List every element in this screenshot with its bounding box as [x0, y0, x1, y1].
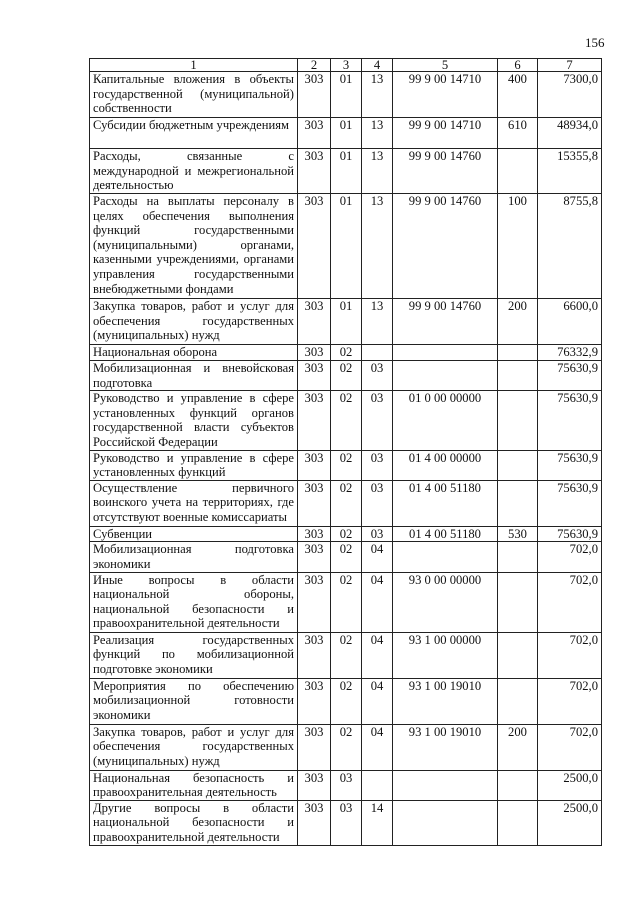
header-cell-1: 1: [90, 59, 298, 72]
cell-subsection: 04: [362, 724, 393, 770]
cell-grbs: 303: [298, 391, 331, 450]
cell-section: 03: [331, 800, 362, 845]
cell-grbs: 303: [298, 299, 331, 345]
cell-expense-type: [498, 770, 538, 800]
cell-amount: 75630,9: [538, 480, 602, 526]
table-row: [90, 800, 602, 845]
cell-section: 02: [331, 542, 362, 572]
cell-amount: 702,0: [538, 572, 602, 632]
cell-section: 03: [331, 770, 362, 800]
cell-grbs: 303: [298, 770, 331, 800]
cell-amount: 702,0: [538, 678, 602, 724]
cell-section: 01: [331, 299, 362, 345]
cell-name: Субсидии бюджетным учреждениям: [90, 118, 298, 149]
table-row: [90, 542, 602, 572]
cell-amount: 702,0: [538, 632, 602, 678]
cell-section: 02: [331, 345, 362, 361]
table-row: [90, 149, 602, 194]
cell-name: Субвенции: [90, 526, 298, 542]
cell-subsection: 04: [362, 542, 393, 572]
cell-amount: 7300,0: [538, 72, 602, 118]
cell-expense-type: 100: [498, 194, 538, 299]
cell-target-article: [393, 542, 498, 572]
cell-target-article: 01 4 00 00000: [393, 450, 498, 480]
header-cell-7: 7: [538, 59, 602, 72]
cell-amount: 2500,0: [538, 770, 602, 800]
cell-section: 02: [331, 678, 362, 724]
cell-amount: 75630,9: [538, 450, 602, 480]
cell-grbs: 303: [298, 724, 331, 770]
cell-grbs: 303: [298, 194, 331, 299]
cell-target-article: 01 0 00 00000: [393, 391, 498, 450]
cell-name: Реализация государственных функций по мобилизационной подготовке экономики: [90, 632, 298, 678]
cell-target-article: 01 4 00 51180: [393, 526, 498, 542]
table-row: [90, 299, 602, 345]
cell-expense-type: [498, 572, 538, 632]
cell-subsection: 13: [362, 299, 393, 345]
cell-section: 02: [331, 450, 362, 480]
cell-subsection: 04: [362, 678, 393, 724]
cell-name: Мобилизационная и вневойсковая подготовка: [90, 361, 298, 391]
cell-name: Национальная оборона: [90, 345, 298, 361]
cell-expense-type: [498, 345, 538, 361]
cell-expense-type: 610: [498, 118, 538, 149]
cell-target-article: 99 9 00 14760: [393, 149, 498, 194]
cell-subsection: 03: [362, 526, 393, 542]
cell-grbs: 303: [298, 345, 331, 361]
cell-name: Руководство и управление в сфере установленных функций органов государственной власти субъектов Российской Федерации: [90, 391, 298, 450]
cell-expense-type: [498, 542, 538, 572]
table-row: [90, 526, 602, 542]
cell-name: Иные вопросы в области национальной обороны, национальной безопасности и правоохранительной деятельности: [90, 572, 298, 632]
cell-target-article: 99 9 00 14760: [393, 299, 498, 345]
cell-name: Национальная безопасность и правоохранительная деятельность: [90, 770, 298, 800]
cell-target-article: 93 1 00 19010: [393, 678, 498, 724]
table-row: [90, 194, 602, 299]
cell-target-article: 99 9 00 14710: [393, 118, 498, 149]
cell-subsection: 04: [362, 632, 393, 678]
cell-target-article: [393, 345, 498, 361]
table-row: [90, 480, 602, 526]
cell-name: Закупка товаров, работ и услуг для обеспечения государственных (муниципальных) нужд: [90, 299, 298, 345]
cell-expense-type: [498, 800, 538, 845]
cell-target-article: 93 0 00 00000: [393, 572, 498, 632]
cell-section: 02: [331, 572, 362, 632]
cell-expense-type: 200: [498, 724, 538, 770]
cell-target-article: 93 1 00 19010: [393, 724, 498, 770]
cell-amount: 75630,9: [538, 391, 602, 450]
cell-expense-type: [498, 480, 538, 526]
cell-expense-type: [498, 391, 538, 450]
cell-amount: 2500,0: [538, 800, 602, 845]
cell-subsection: 03: [362, 361, 393, 391]
cell-target-article: 93 1 00 00000: [393, 632, 498, 678]
cell-name: Расходы на выплаты персоналу в целях обеспечения выполнения функций государственными (муниципальными) органами, казенными учреждениями, органами управления государственными внебюджетными фондами: [90, 194, 298, 299]
table-row: [90, 361, 602, 391]
cell-section: 01: [331, 194, 362, 299]
cell-subsection: 13: [362, 118, 393, 149]
cell-section: 01: [331, 118, 362, 149]
cell-subsection: [362, 770, 393, 800]
header-cell-6: 6: [498, 59, 538, 72]
cell-expense-type: 200: [498, 299, 538, 345]
cell-grbs: 303: [298, 526, 331, 542]
cell-expense-type: [498, 632, 538, 678]
cell-amount: 15355,8: [538, 149, 602, 194]
table-row: [90, 770, 602, 800]
cell-expense-type: 530: [498, 526, 538, 542]
cell-amount: 48934,0: [538, 118, 602, 149]
cell-target-article: 01 4 00 51180: [393, 480, 498, 526]
table-row: [90, 724, 602, 770]
cell-expense-type: 400: [498, 72, 538, 118]
header-row: [90, 59, 602, 72]
cell-target-article: 99 9 00 14710: [393, 72, 498, 118]
table-row: [90, 572, 602, 632]
cell-amount: 6600,0: [538, 299, 602, 345]
cell-subsection: 03: [362, 480, 393, 526]
cell-subsection: 03: [362, 391, 393, 450]
cell-subsection: 13: [362, 149, 393, 194]
cell-name: Мероприятия по обеспечению мобилизационной готовности экономики: [90, 678, 298, 724]
cell-grbs: 303: [298, 678, 331, 724]
cell-target-article: [393, 800, 498, 845]
cell-subsection: [362, 345, 393, 361]
cell-section: 01: [331, 72, 362, 118]
page-number: 156: [585, 35, 605, 50]
cell-section: 02: [331, 480, 362, 526]
cell-grbs: 303: [298, 450, 331, 480]
cell-name: Руководство и управление в сфере установленных функций: [90, 450, 298, 480]
cell-expense-type: [498, 678, 538, 724]
table-row: [90, 72, 602, 118]
cell-amount: 8755,8: [538, 194, 602, 299]
cell-subsection: 03: [362, 450, 393, 480]
header-cell-4: 4: [362, 59, 393, 72]
table-row: [90, 678, 602, 724]
cell-grbs: 303: [298, 118, 331, 149]
cell-expense-type: [498, 450, 538, 480]
cell-grbs: 303: [298, 149, 331, 194]
cell-amount: 702,0: [538, 724, 602, 770]
cell-subsection: 13: [362, 194, 393, 299]
cell-expense-type: [498, 361, 538, 391]
cell-name: Осуществление первичного воинского учета на территориях, где отсутствуют военные комиссариаты: [90, 480, 298, 526]
cell-grbs: 303: [298, 572, 331, 632]
cell-name: Закупка товаров, работ и услуг для обеспечения государственных (муниципальных) нужд: [90, 724, 298, 770]
cell-section: 02: [331, 632, 362, 678]
table-row: [90, 450, 602, 480]
cell-subsection: 13: [362, 72, 393, 118]
cell-grbs: 303: [298, 542, 331, 572]
table-row: [90, 632, 602, 678]
cell-name: Другие вопросы в области национальной безопасности и правоохранительной деятельности: [90, 800, 298, 845]
cell-name: Мобилизационная подготовка экономики: [90, 542, 298, 572]
cell-section: 02: [331, 724, 362, 770]
cell-section: 01: [331, 149, 362, 194]
cell-name: Расходы, связанные с международной и межрегиональной деятельностью: [90, 149, 298, 194]
cell-section: 02: [331, 391, 362, 450]
cell-amount: 75630,9: [538, 526, 602, 542]
cell-amount: 76332,9: [538, 345, 602, 361]
table-row: [90, 391, 602, 450]
budget-table: [89, 58, 602, 846]
header-cell-3: 3: [331, 59, 362, 72]
cell-section: 02: [331, 361, 362, 391]
table-row: [90, 118, 602, 149]
cell-amount: 702,0: [538, 542, 602, 572]
cell-name: Капитальные вложения в объекты государственной (муниципальной) собственности: [90, 72, 298, 118]
cell-grbs: 303: [298, 632, 331, 678]
cell-expense-type: [498, 149, 538, 194]
cell-subsection: 04: [362, 572, 393, 632]
table-row: [90, 345, 602, 361]
cell-grbs: 303: [298, 800, 331, 845]
table-body: [90, 72, 602, 846]
cell-amount: 75630,9: [538, 361, 602, 391]
cell-grbs: 303: [298, 361, 331, 391]
cell-target-article: [393, 770, 498, 800]
cell-grbs: 303: [298, 480, 331, 526]
cell-section: 02: [331, 526, 362, 542]
cell-target-article: [393, 361, 498, 391]
cell-grbs: 303: [298, 72, 331, 118]
cell-target-article: 99 9 00 14760: [393, 194, 498, 299]
header-cell-5: 5: [393, 59, 498, 72]
cell-subsection: 14: [362, 800, 393, 845]
header-cell-2: 2: [298, 59, 331, 72]
